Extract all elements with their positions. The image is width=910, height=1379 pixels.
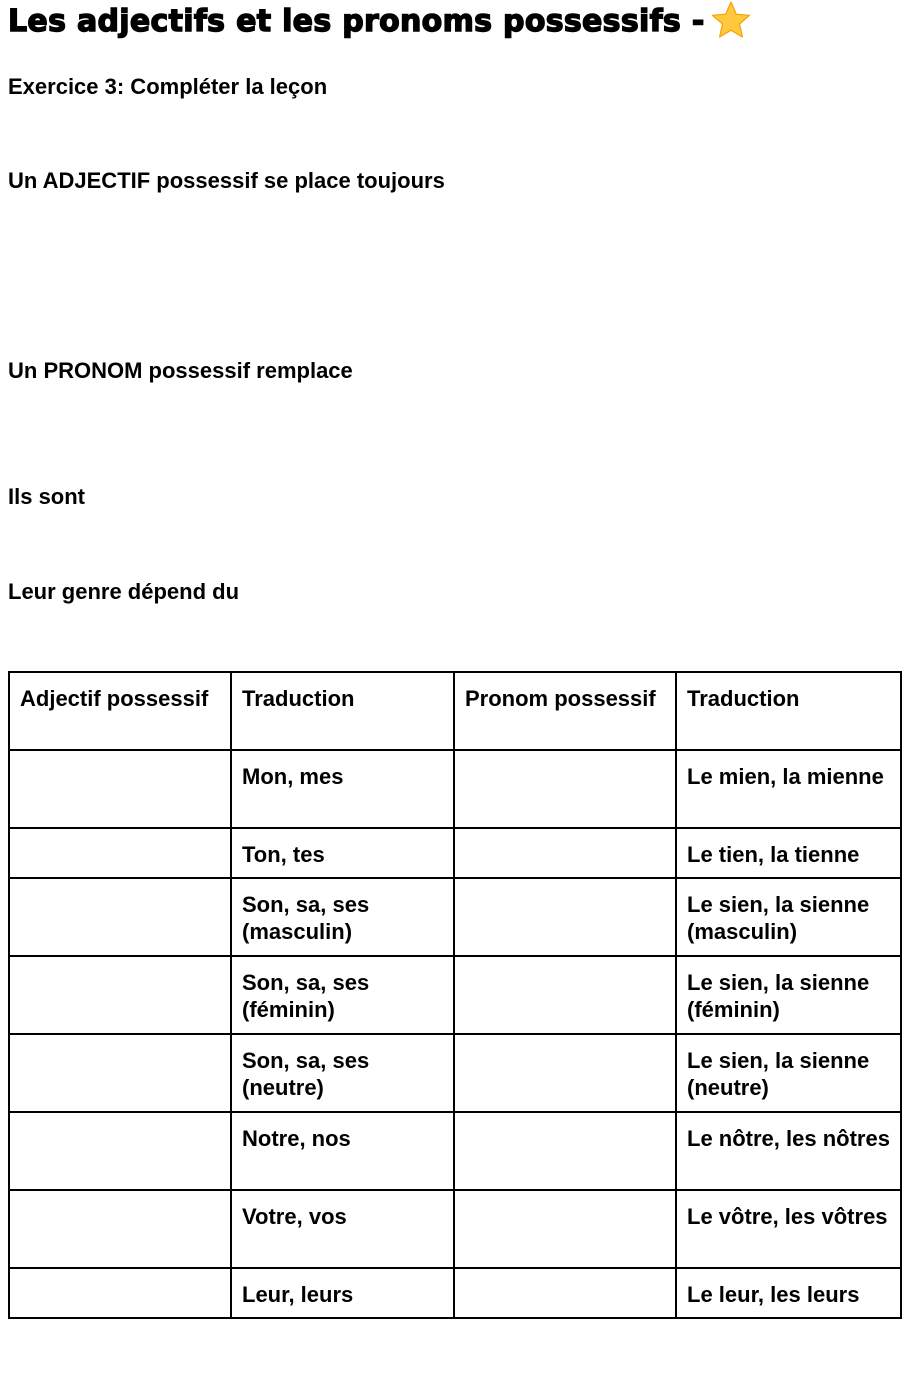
traduction-adj-cell: Son, sa, ses (masculin): [231, 878, 454, 956]
adjectif-blank-cell[interactable]: [9, 1034, 231, 1112]
pronom-blank-cell[interactable]: [454, 956, 676, 1034]
table-row: [9, 878, 901, 956]
pronom-blank-cell[interactable]: [454, 1034, 676, 1112]
traduction-pron-cell: Le tien, la tienne: [676, 828, 901, 878]
adjectif-blank-cell[interactable]: [9, 1268, 231, 1318]
adjectif-blank-cell[interactable]: [9, 956, 231, 1034]
pronom-prompt: Un PRONOM possessif remplace: [8, 358, 353, 383]
header-traduction-adj: Traduction: [231, 672, 454, 750]
table-row: [9, 1268, 901, 1318]
page-title: [8, 0, 751, 44]
table-row: [9, 750, 901, 828]
page-title-text: Les adjectifs et les pronoms possessifs -: [8, 4, 705, 39]
traduction-pron-cell: Le vôtre, les vôtres: [676, 1190, 901, 1268]
adjectif-blank-cell[interactable]: [9, 1190, 231, 1268]
traduction-pron-cell: Le leur, les leurs: [676, 1268, 901, 1318]
table-row: [9, 828, 901, 878]
traduction-pron-cell: Le sien, la sienne (neutre): [676, 1034, 901, 1112]
star-icon: [711, 0, 751, 40]
pronom-blank-cell[interactable]: [454, 750, 676, 828]
pronom-blank-cell[interactable]: [454, 1268, 676, 1318]
table-row: [9, 1034, 901, 1112]
header-adjectif: Adjectif possessif: [9, 672, 231, 750]
table-row: [9, 1112, 901, 1190]
traduction-adj-cell: Son, sa, ses (neutre): [231, 1034, 454, 1112]
table-header-row: [9, 672, 901, 750]
table-row: [9, 956, 901, 1034]
header-traduction-pron: Traduction: [676, 672, 901, 750]
genre-prompt: Leur genre dépend du: [8, 579, 240, 604]
adjectif-prompt: Un ADJECTIF possessif se place toujours: [8, 168, 445, 193]
traduction-pron-cell: Le nôtre, les nôtres: [676, 1112, 901, 1190]
traduction-pron-cell: Le sien, la sienne (masculin): [676, 878, 901, 956]
pronom-blank-cell[interactable]: [454, 1190, 676, 1268]
header-pronom: Pronom possessif: [454, 672, 676, 750]
traduction-adj-cell: Notre, nos: [231, 1112, 454, 1190]
traduction-adj-cell: Ton, tes: [231, 828, 454, 878]
table-row: [9, 1190, 901, 1268]
traduction-adj-cell: Mon, mes: [231, 750, 454, 828]
possessives-table: [8, 671, 902, 1319]
adjectif-blank-cell[interactable]: [9, 750, 231, 828]
pronom-blank-cell[interactable]: [454, 878, 676, 956]
adjectif-blank-cell[interactable]: [9, 878, 231, 956]
adjectif-blank-cell[interactable]: [9, 828, 231, 878]
ils-sont-prompt: Ils sont: [8, 484, 86, 509]
traduction-pron-cell: Le sien, la sienne (féminin): [676, 956, 901, 1034]
exercise-heading: Exercice 3: Compléter la leçon: [8, 74, 328, 99]
traduction-pron-cell: Le mien, la mienne: [676, 750, 901, 828]
pronom-blank-cell[interactable]: [454, 828, 676, 878]
traduction-adj-cell: Votre, vos: [231, 1190, 454, 1268]
traduction-adj-cell: Son, sa, ses (féminin): [231, 956, 454, 1034]
pronom-blank-cell[interactable]: [454, 1112, 676, 1190]
adjectif-blank-cell[interactable]: [9, 1112, 231, 1190]
traduction-adj-cell: Leur, leurs: [231, 1268, 454, 1318]
